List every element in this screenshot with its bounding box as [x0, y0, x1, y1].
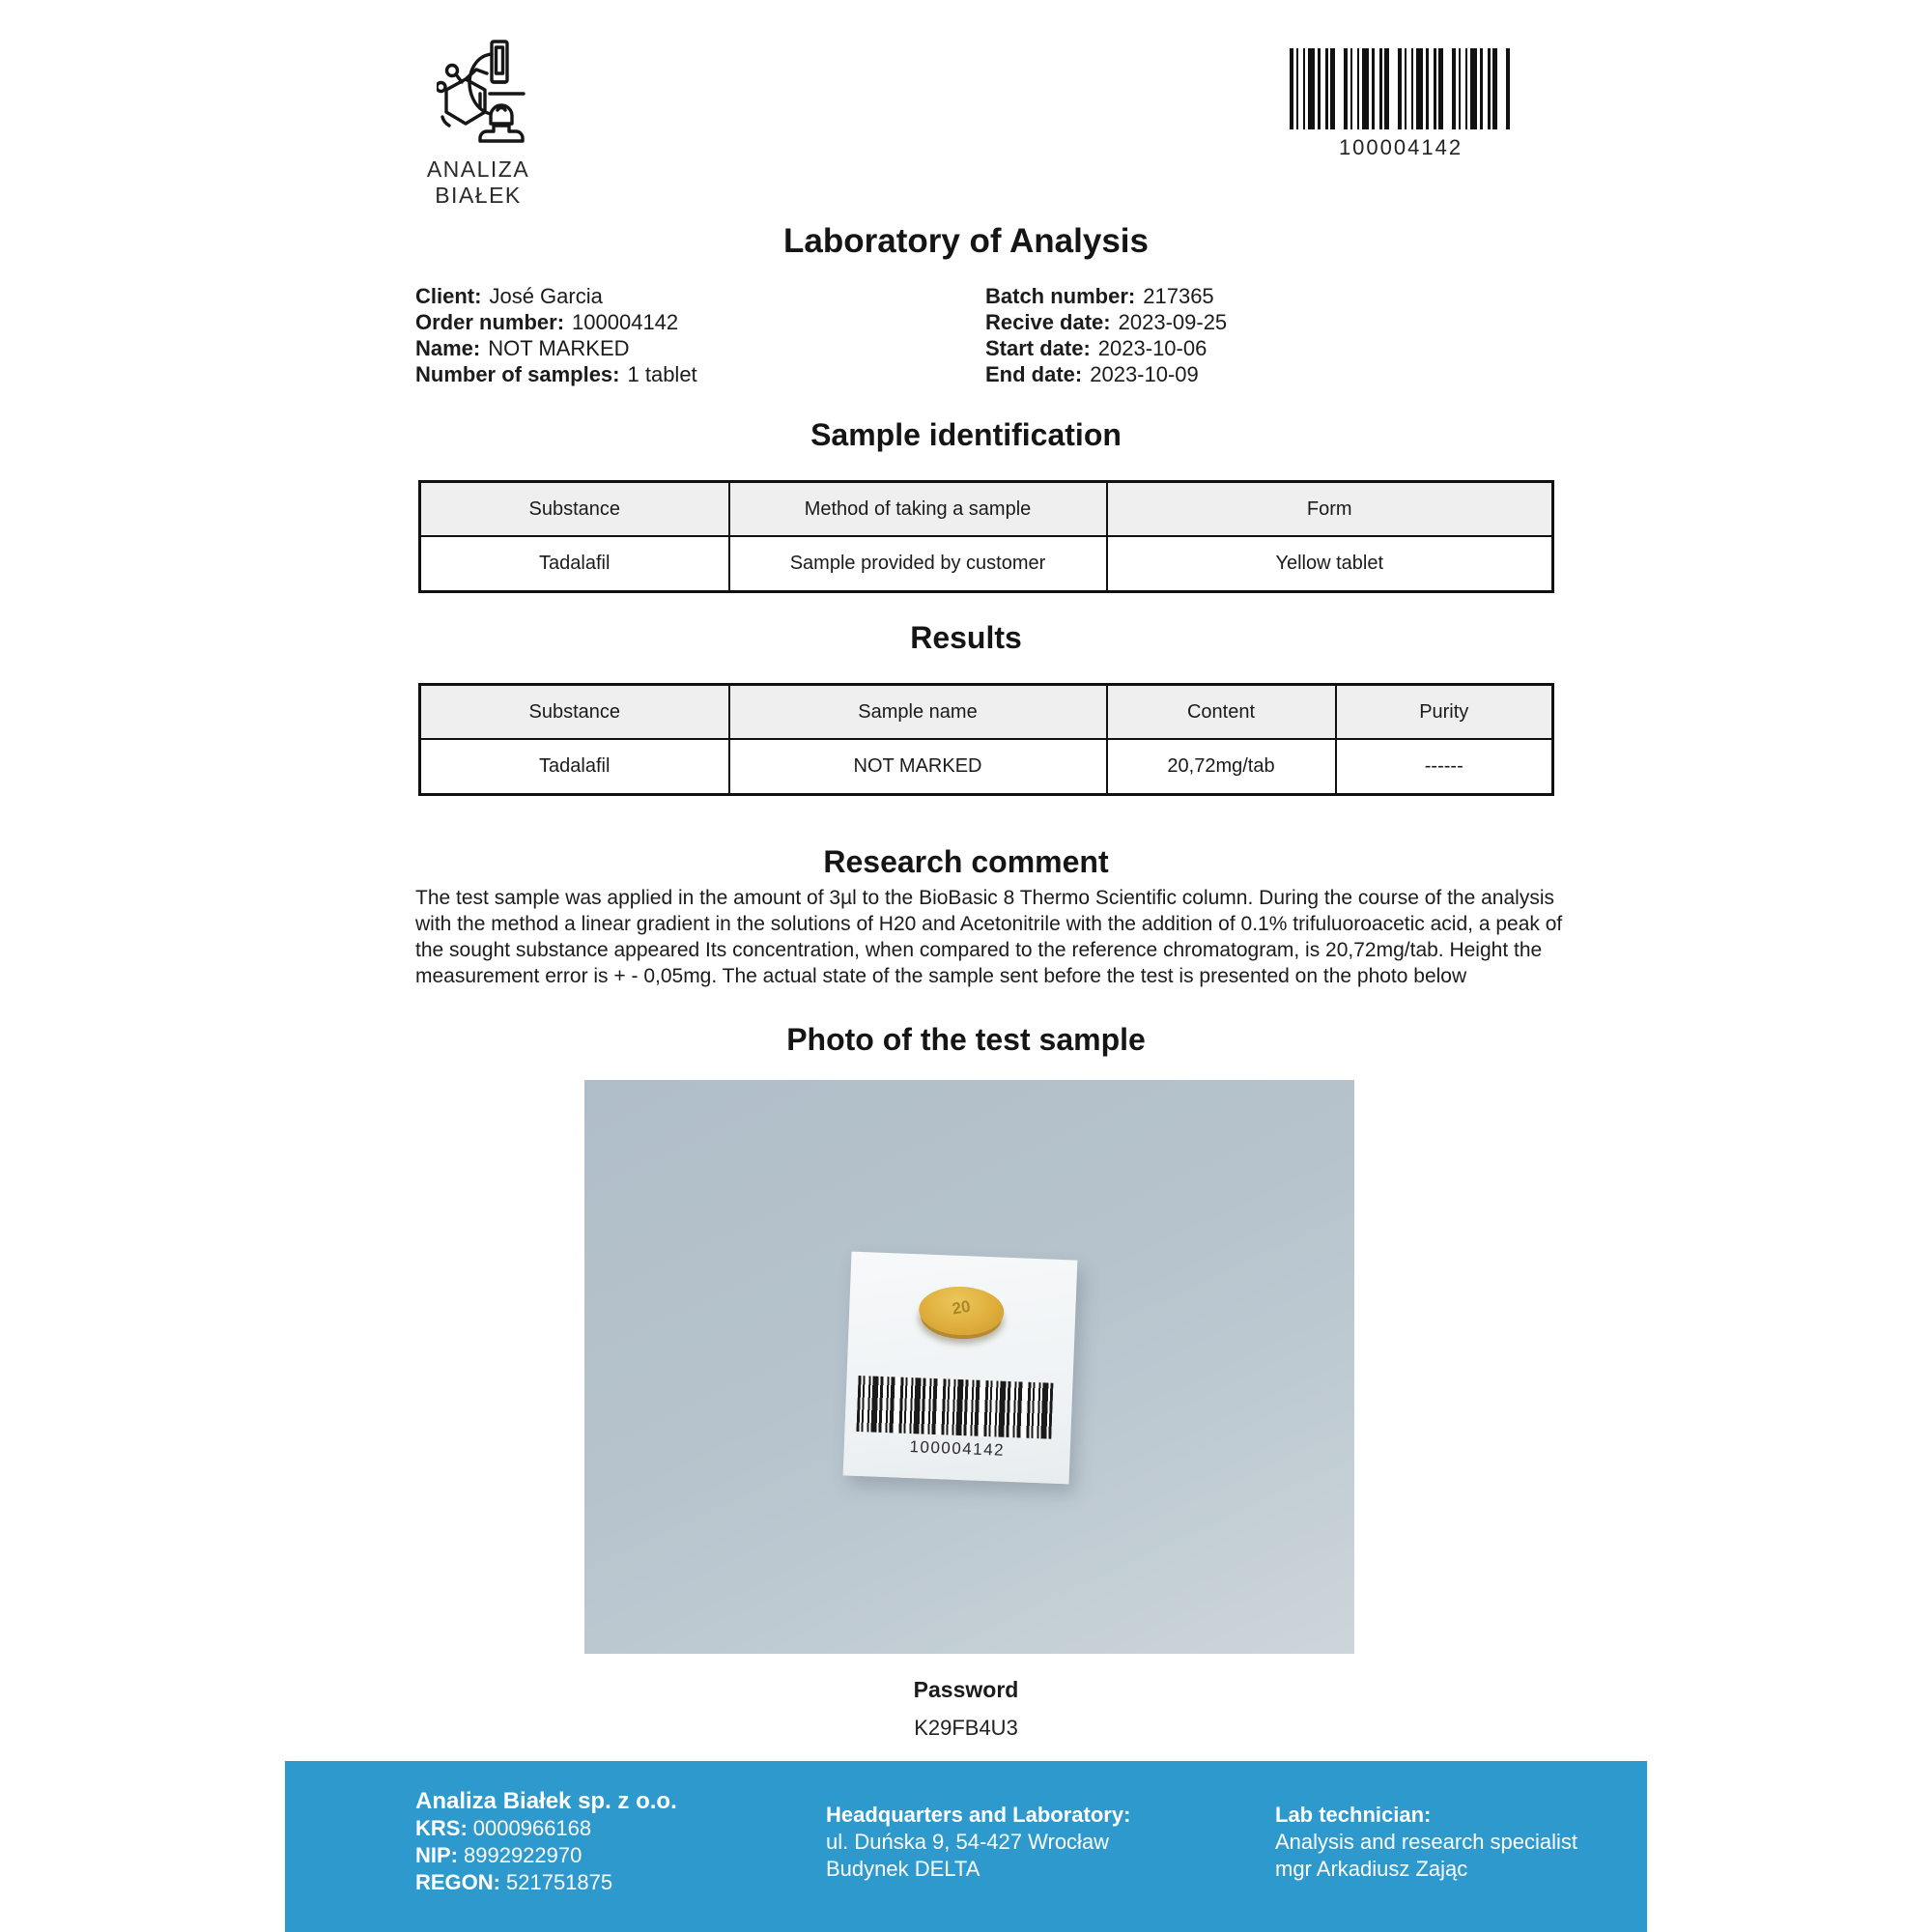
footer-address-line: ul. Duńska 9, 54-427 Wrocław — [826, 1830, 1110, 1854]
cell-form: Yellow tablet — [1107, 536, 1553, 592]
header-cell: Purity — [1336, 685, 1553, 740]
header-cell: Substance — [420, 482, 729, 537]
batch-info-block — [985, 283, 1227, 387]
results-heading: Results — [910, 620, 1022, 655]
research-comment-text: The test sample was applied in the amount of 3µl to the BioBasic 8 Thermo Scientific column. During the course of the analysis with the method a linear gradient in the solutions of H20 and Acetonitrile with the addition of 0.1% trifuluoroacetic acid, a peak of the sought substance appeared Its concentration, when compared to the reference chromatogram, is 20,72mg/tab. Height the measurement error is + - 0,05mg. The actual state of the sample sent before the test is presented on the photo below — [415, 887, 1563, 987]
footer-label: REGON: — [415, 1870, 500, 1894]
cell-method: Sample provided by customer — [729, 536, 1107, 592]
footer-value: 521751875 — [506, 1870, 613, 1894]
info-label: Batch number: — [985, 284, 1136, 308]
footer — [285, 1761, 1647, 1932]
brand-name: ANALIZA BIAŁEK — [426, 156, 530, 208]
header-cell: Method of taking a sample — [729, 482, 1107, 537]
table-row — [420, 739, 1553, 795]
password-label: Password — [913, 1677, 1019, 1702]
info-line-name — [415, 335, 697, 361]
info-label: Number of samples: — [415, 362, 620, 386]
info-line-recive-date — [985, 309, 1227, 335]
cell-substance: Tadalafil — [420, 739, 729, 795]
info-label: Client: — [415, 284, 482, 308]
info-label: End date: — [985, 362, 1083, 386]
header-cell: Form — [1107, 482, 1553, 537]
sample-identification-heading: Sample identification — [810, 417, 1122, 452]
footer-value: 8992922970 — [464, 1843, 582, 1867]
info-value: 100004142 — [572, 310, 679, 334]
results-table — [418, 683, 1554, 796]
research-comment-heading: Research comment — [823, 844, 1109, 879]
header-cell: Content — [1107, 685, 1336, 740]
info-label: Name: — [415, 336, 481, 360]
info-value: 1 tablet — [627, 362, 697, 386]
footer-value: 0000966168 — [472, 1816, 592, 1840]
footer-headquarters-heading: Headquarters and Laboratory: — [826, 1803, 1131, 1827]
info-line-order-number — [415, 309, 697, 335]
info-value: NOT MARKED — [488, 336, 630, 360]
password-value: K29FB4U3 — [914, 1716, 1018, 1740]
footer-headquarters-block — [826, 1802, 1130, 1883]
info-line-batch — [985, 283, 1227, 309]
info-label: Start date: — [985, 336, 1091, 360]
sample-barcode — [856, 1376, 1053, 1439]
info-line-end-date — [985, 361, 1227, 387]
client-info-block — [415, 283, 697, 387]
footer-nip-line — [415, 1842, 677, 1869]
header-cell: Substance — [420, 685, 729, 740]
footer-technician-line: Analysis and research specialist — [1275, 1830, 1578, 1854]
footer-technician-heading: Lab technician: — [1275, 1803, 1432, 1827]
cell-substance: Tadalafil — [420, 536, 729, 592]
cell-content: 20,72mg/tab — [1107, 739, 1336, 795]
sample-photo — [584, 1080, 1354, 1654]
footer-technician-line: mgr Arkadiusz Zając — [1275, 1857, 1468, 1881]
table-header-row — [420, 482, 1553, 537]
document-title: Laboratory of Analysis — [783, 222, 1149, 260]
footer-address-line: Budynek DELTA — [826, 1857, 980, 1881]
sample-barcode-value: 100004142 — [909, 1437, 1006, 1460]
header-cell: Sample name — [729, 685, 1107, 740]
info-value: 2023-10-06 — [1097, 336, 1208, 360]
info-value: 2023-09-25 — [1118, 310, 1228, 334]
microscope-molecule-logo-icon — [437, 39, 529, 147]
barcode-bars — [1290, 48, 1512, 129]
info-label: Order number: — [415, 310, 565, 334]
footer-regon-line — [415, 1869, 677, 1896]
footer-label: KRS: — [415, 1816, 468, 1840]
order-barcode — [1290, 48, 1512, 129]
info-value: José Garcia — [489, 284, 603, 308]
info-value: 217365 — [1143, 284, 1214, 308]
photo-heading: Photo of the test sample — [786, 1022, 1146, 1057]
sample-identification-table — [418, 480, 1554, 593]
footer-label: NIP: — [415, 1843, 458, 1867]
cell-sample-name: NOT MARKED — [729, 739, 1107, 795]
info-line-client — [415, 283, 697, 309]
info-label: Recive date: — [985, 310, 1111, 334]
tablet-marking: 20 — [950, 1296, 972, 1319]
footer-company-block — [415, 1788, 677, 1896]
footer-technician-block — [1275, 1802, 1577, 1883]
footer-krs-line — [415, 1815, 677, 1842]
info-line-start-date — [985, 335, 1227, 361]
order-barcode-value: 100004142 — [1338, 135, 1463, 159]
table-row — [420, 536, 1553, 592]
table-header-row — [420, 685, 1553, 740]
yellow-tablet — [918, 1285, 1005, 1336]
info-line-samples — [415, 361, 697, 387]
sample-card — [843, 1252, 1078, 1485]
footer-company-name: Analiza Białek sp. z o.o. — [415, 1788, 677, 1814]
info-value: 2023-10-09 — [1090, 362, 1199, 386]
cell-purity: ------ — [1336, 739, 1553, 795]
